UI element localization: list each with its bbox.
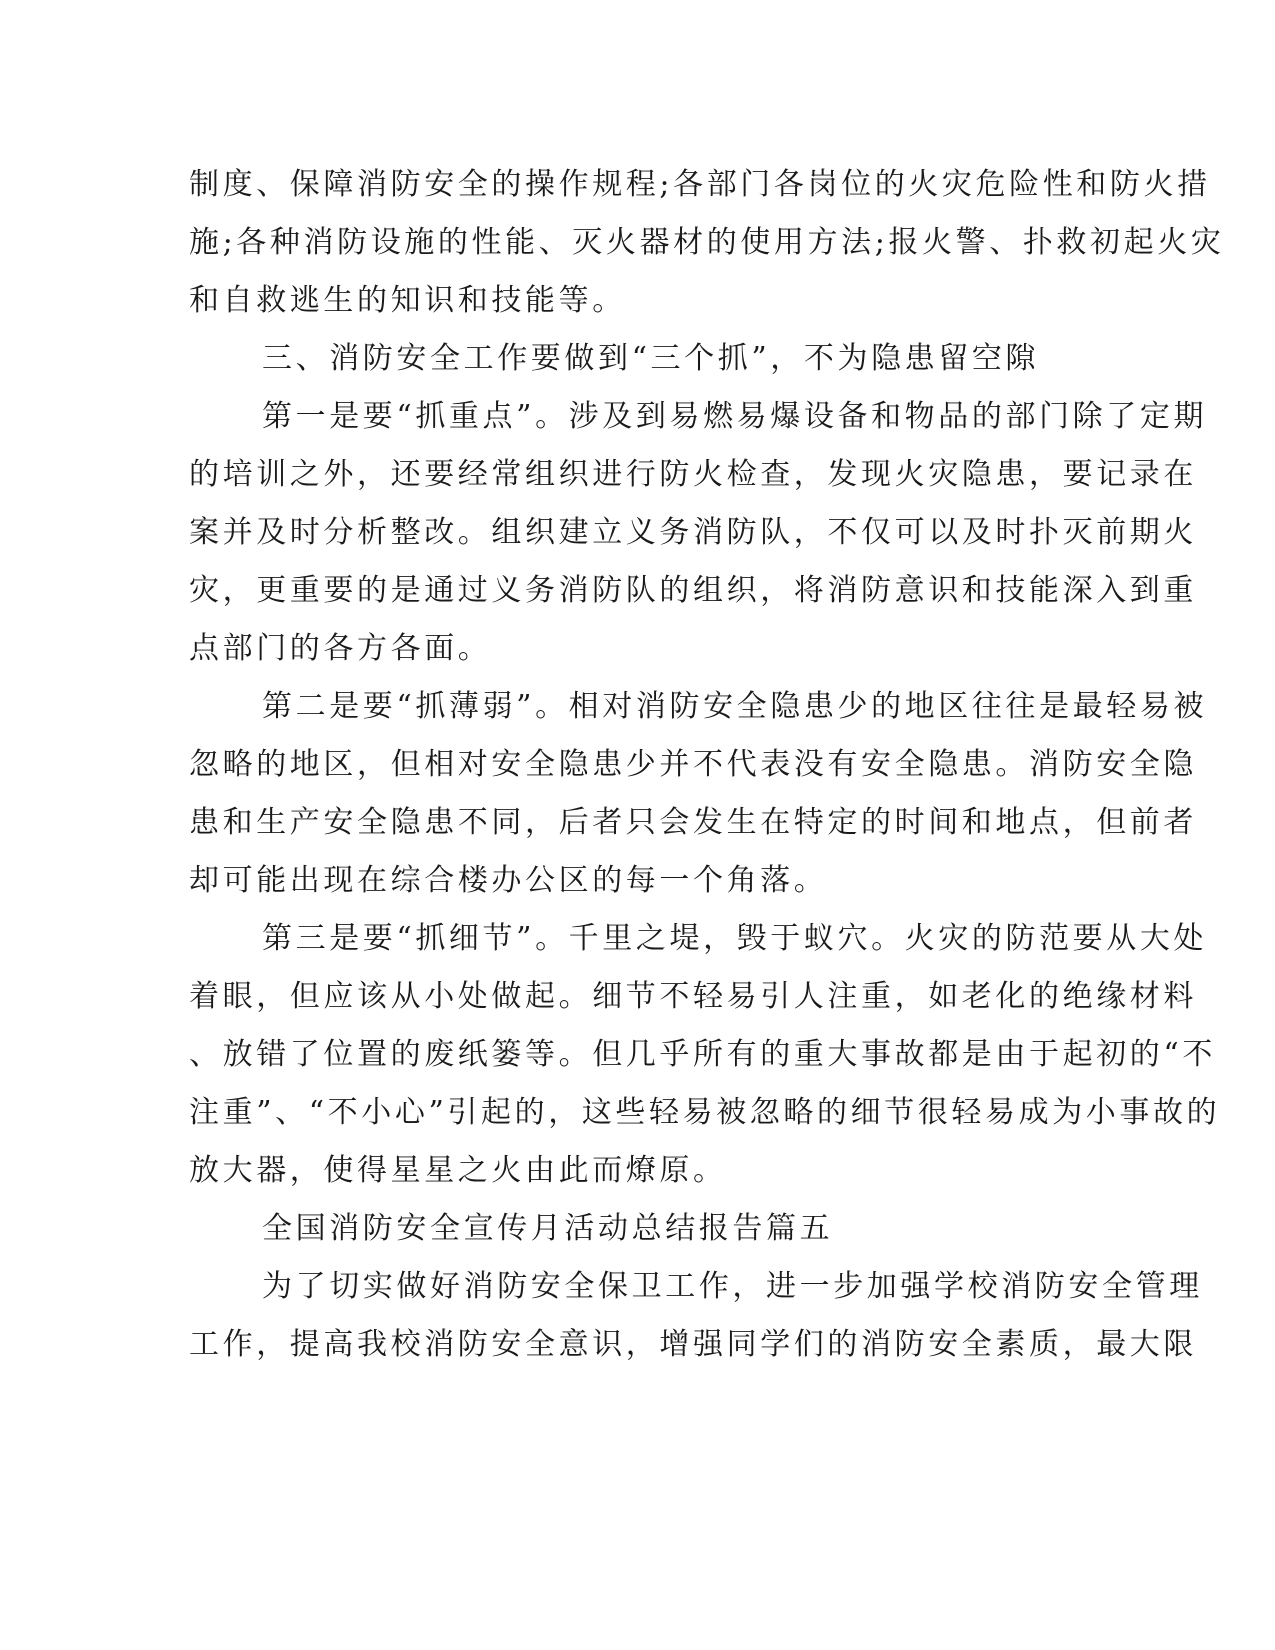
section-heading: 三、消防安全工作要做到“三个抓”，不为隐患留空隙 bbox=[262, 341, 1040, 376]
text-line: 注重”、“不小心”引起的，这些轻易被忽略的细节很轻易成为小事故的 bbox=[189, 1095, 1221, 1130]
text-line: 放大器，使得星星之火由此而燎原。 bbox=[189, 1153, 727, 1188]
text-line: 点部门的各方各面。 bbox=[189, 631, 492, 666]
text-line: 案并及时分析整改。组织建立义务消防队，不仅可以及时扑灭前期火 bbox=[189, 515, 1197, 550]
text-line: 灾，更重要的是通过义务消防队的组织，将消防意识和技能深入到重 bbox=[189, 573, 1197, 608]
text-line: 第一是要“抓重点”。涉及到易燃易爆设备和物品的部门除了定期 bbox=[262, 399, 1208, 434]
text-line: 制度、保障消防安全的操作规程;各部门各岗位的火灾危险性和防火措 bbox=[189, 167, 1211, 202]
text-line: 工作，提高我校消防安全意识，增强同学们的消防安全素质，最大限 bbox=[189, 1327, 1197, 1362]
text-line: 施;各种消防设施的性能、灭火器材的使用方法;报火警、扑救初起火灾 bbox=[189, 225, 1225, 260]
text-line: 、放错了位置的废纸篓等。但几乎所有的重大事故都是由于起初的“不 bbox=[189, 1037, 1216, 1072]
text-line: 为了切实做好消防安全保卫工作，进一步加强学校消防安全管理 bbox=[262, 1269, 1203, 1304]
text-line: 的培训之外，还要经常组织进行防火检查，发现火灾隐患，要记录在 bbox=[189, 457, 1197, 492]
text-line: 着眼，但应该从小处做起。细节不轻易引人注重，如老化的绝缘材料 bbox=[189, 979, 1197, 1014]
text-line: 第二是要“抓薄弱”。相对消防安全隐患少的地区往往是最轻易被 bbox=[262, 689, 1208, 724]
text-line: 第三是要“抓细节”。千里之堤，毁于蚁穴。火灾的防范要从大处 bbox=[262, 921, 1208, 956]
section-heading: 全国消防安全宣传月活动总结报告篇五 bbox=[262, 1211, 834, 1246]
text-line: 忽略的地区，但相对安全隐患少并不代表没有安全隐患。消防安全隐 bbox=[189, 747, 1197, 782]
text-line: 和自救逃生的知识和技能等。 bbox=[189, 283, 626, 318]
text-line: 患和生产安全隐患不同，后者只会发生在特定的时间和地点，但前者 bbox=[189, 805, 1197, 840]
text-line: 却可能出现在综合楼办公区的每一个角落。 bbox=[189, 863, 828, 898]
